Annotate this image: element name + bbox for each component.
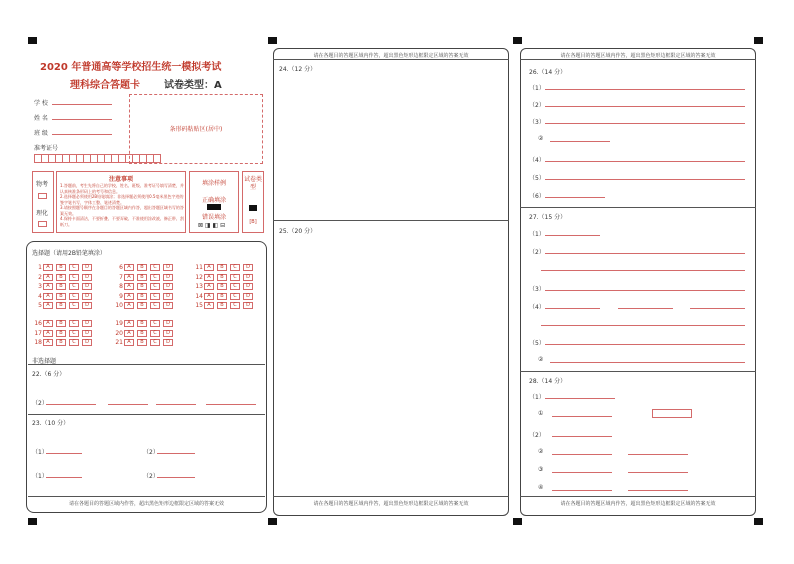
subject-physics-label: 物考 bbox=[36, 181, 49, 188]
option-bubble[interactable]: A bbox=[124, 274, 134, 281]
option-bubble[interactable]: D bbox=[243, 283, 253, 290]
option-bubble[interactable]: D bbox=[163, 293, 173, 300]
option-bubble[interactable]: B bbox=[217, 302, 227, 309]
school-field[interactable] bbox=[52, 104, 112, 105]
q27-answer-line[interactable] bbox=[550, 362, 745, 363]
q26-answer-line[interactable] bbox=[545, 179, 745, 180]
q26-part: ② bbox=[538, 135, 544, 142]
q28-part: ② bbox=[538, 448, 544, 455]
q25-title: 25.（20 分） bbox=[279, 228, 317, 235]
q28-part: ③ bbox=[538, 466, 544, 473]
option-bubble[interactable]: B bbox=[137, 330, 147, 337]
divider bbox=[273, 220, 509, 221]
warning-text: 请在各题目的答题区域内作答，超出黑色矩形边框限定区域的答案无效 bbox=[560, 53, 716, 59]
q28-answer-line[interactable] bbox=[552, 472, 612, 473]
q27-title: 27.（15 分） bbox=[529, 214, 567, 221]
option-bubble[interactable]: D bbox=[82, 283, 92, 290]
q23-title: 23.（10 分） bbox=[32, 420, 70, 427]
q27-answer-line[interactable] bbox=[545, 290, 745, 291]
question-number: 7 bbox=[119, 273, 123, 281]
notice-items: 1.答题前，考生先将自己的学校、姓名、班级、准考证号填写清楚，并认真核准条形码上的考号和信息。 2.选择题必须使用2B铅笔填涂；非选择题必须使用0.5毫米黑色字迹的签字笔书写，字体工整、笔迹清楚。 3.请按照题号顺序在各题目的答题区域内作答，超出答题区域书写的答案无效。 4.保持卡面清洁，不要折叠、不要弄破、不准使用涂改液、修正带、刮纸刀。 bbox=[60, 183, 184, 227]
option-bubble[interactable]: C bbox=[230, 274, 240, 281]
q23-answer-line[interactable] bbox=[157, 477, 195, 478]
q27-answer-line[interactable] bbox=[690, 308, 745, 309]
q22-part1-label: （2） bbox=[32, 400, 48, 407]
question-number: 21 bbox=[115, 339, 123, 346]
warning-text: 请在各题目的答题区域内作答，超出黑色矩形边框限定区域的答案无效 bbox=[313, 501, 469, 507]
option-bubble[interactable]: B bbox=[137, 274, 147, 281]
answer-panel-middle bbox=[273, 48, 509, 516]
option-bubble[interactable]: B bbox=[56, 330, 66, 337]
fill-wrong-label: 错误填涂 bbox=[201, 214, 226, 221]
q26-answer-line[interactable] bbox=[545, 89, 745, 90]
paper-kind-b[interactable]: [B] bbox=[249, 219, 257, 225]
option-bubble[interactable]: A bbox=[124, 264, 134, 271]
option-bubble[interactable]: B bbox=[217, 274, 227, 281]
q28-part: ① bbox=[538, 410, 544, 417]
choice-row bbox=[115, 283, 176, 290]
timing-mark bbox=[28, 518, 37, 525]
q23-answer-line[interactable] bbox=[46, 453, 82, 454]
q28-answer-line[interactable] bbox=[552, 454, 612, 455]
option-bubble[interactable]: D bbox=[163, 274, 173, 281]
option-bubble[interactable]: A bbox=[204, 264, 214, 271]
q22-answer-line[interactable] bbox=[206, 404, 256, 405]
option-bubble[interactable]: A bbox=[43, 264, 53, 271]
option-bubble[interactable]: C bbox=[150, 330, 160, 337]
paper-kind-a-bubble[interactable] bbox=[249, 205, 257, 211]
question-number: 10 bbox=[115, 302, 123, 309]
question-number: 17 bbox=[34, 329, 42, 337]
question-number: 11 bbox=[195, 264, 203, 271]
question-number: 1 bbox=[38, 264, 42, 271]
option-bubble[interactable]: A bbox=[124, 302, 134, 309]
option-bubble[interactable]: D bbox=[163, 264, 173, 271]
question-number: 20 bbox=[115, 329, 123, 337]
option-bubble[interactable]: A bbox=[43, 320, 53, 327]
option-bubble[interactable]: B bbox=[56, 293, 66, 300]
option-bubble[interactable]: B bbox=[137, 264, 147, 271]
q28-title: 28.（14 分） bbox=[529, 378, 567, 385]
choice-row bbox=[34, 302, 95, 309]
option-bubble[interactable]: B bbox=[137, 302, 147, 309]
option-bubble[interactable]: B bbox=[217, 264, 227, 271]
option-bubble[interactable]: A bbox=[124, 330, 134, 337]
question-number: 14 bbox=[195, 292, 203, 300]
nonchoice-title: 非选择题 bbox=[32, 358, 57, 365]
q26-answer-line[interactable] bbox=[545, 123, 745, 124]
option-bubble[interactable]: D bbox=[82, 274, 92, 281]
paper-kind-title: 试卷类型 bbox=[244, 176, 263, 191]
q22-answer-line[interactable] bbox=[156, 404, 196, 405]
q26-title: 26.（14 分） bbox=[529, 69, 567, 76]
subject-chemistry-label: 理化 bbox=[36, 210, 49, 217]
choice-row bbox=[34, 330, 95, 337]
option-bubble[interactable]: C bbox=[69, 264, 79, 271]
q28-answer-line[interactable] bbox=[552, 490, 612, 491]
q23-part4-label: （2） bbox=[143, 473, 159, 480]
q27-part: ② bbox=[538, 356, 544, 363]
q26-part: （5） bbox=[529, 175, 545, 182]
choice-row bbox=[195, 302, 256, 309]
option-bubble[interactable]: B bbox=[217, 283, 227, 290]
timing-mark bbox=[754, 518, 763, 525]
timing-mark bbox=[754, 37, 763, 44]
option-bubble[interactable]: B bbox=[56, 339, 66, 346]
option-bubble[interactable]: B bbox=[137, 320, 147, 327]
answer-panel-right bbox=[520, 48, 756, 516]
option-bubble[interactable]: B bbox=[56, 274, 66, 281]
q26-answer-line[interactable] bbox=[550, 141, 610, 142]
choice-row bbox=[34, 283, 95, 290]
option-bubble[interactable]: D bbox=[163, 320, 173, 327]
choice-row bbox=[34, 274, 95, 281]
question-number: 5 bbox=[38, 302, 42, 309]
option-bubble[interactable]: D bbox=[243, 293, 253, 300]
q28-answer-line[interactable] bbox=[628, 472, 688, 473]
choice-row bbox=[115, 302, 176, 309]
option-bubble[interactable]: A bbox=[124, 293, 134, 300]
q28-answer-line[interactable] bbox=[552, 416, 612, 417]
choice-row bbox=[115, 264, 176, 271]
name-field[interactable] bbox=[52, 119, 112, 120]
choice-row bbox=[34, 339, 95, 346]
q27-part: （5） bbox=[529, 340, 545, 347]
option-bubble[interactable]: C bbox=[69, 320, 79, 327]
choice-row bbox=[115, 320, 176, 327]
divider bbox=[28, 364, 265, 365]
choice-title: 选择题（请用2B铅笔填涂） bbox=[32, 250, 106, 257]
option-bubble[interactable]: B bbox=[56, 302, 66, 309]
option-bubble[interactable]: D bbox=[163, 283, 173, 290]
choice-row bbox=[34, 293, 95, 300]
option-bubble[interactable]: C bbox=[150, 339, 160, 346]
option-bubble[interactable]: D bbox=[163, 339, 173, 346]
option-bubble[interactable]: B bbox=[137, 339, 147, 346]
warning-text: 请在各题目的答题区域内作答，超出黑色矩形边框限定区域的答案无效 bbox=[560, 501, 716, 507]
choice-row bbox=[195, 264, 256, 271]
question-number: 9 bbox=[119, 292, 123, 300]
q23-part3-label: （1） bbox=[32, 473, 48, 480]
question-number: 12 bbox=[195, 273, 203, 281]
q24-title: 24.（12 分） bbox=[279, 66, 317, 73]
q22-title: 22.（6 分） bbox=[32, 371, 66, 378]
card-subtitle: 理科综合答题卡 bbox=[70, 80, 140, 91]
timing-mark bbox=[513, 518, 522, 525]
q27-part: （1） bbox=[529, 231, 545, 238]
fill-sample-title: 填涂样例 bbox=[201, 180, 226, 187]
q26-part: （1） bbox=[529, 85, 545, 92]
question-number: 13 bbox=[195, 283, 203, 290]
q28-part: ④ bbox=[538, 484, 544, 491]
option-bubble[interactable]: C bbox=[230, 293, 240, 300]
q23-part1-label: （1） bbox=[32, 449, 48, 456]
q22-answer-line[interactable] bbox=[108, 404, 148, 405]
divider bbox=[28, 414, 265, 415]
option-bubble[interactable]: D bbox=[243, 274, 253, 281]
option-bubble[interactable]: D bbox=[82, 293, 92, 300]
option-bubble[interactable]: A bbox=[43, 339, 53, 346]
notice-title: 注意事项 bbox=[108, 176, 133, 183]
paper-type-label: 试卷类型：A bbox=[164, 80, 222, 91]
option-bubble[interactable]: A bbox=[204, 283, 214, 290]
q23-answer-line[interactable] bbox=[46, 477, 82, 478]
q27-answer-line[interactable] bbox=[545, 308, 600, 309]
question-number: 19 bbox=[115, 320, 123, 327]
option-bubble[interactable]: A bbox=[204, 293, 214, 300]
q27-answer-line[interactable] bbox=[545, 344, 745, 345]
choice-row bbox=[115, 274, 176, 281]
barcode-label: 条形码粘贴区(居中) bbox=[169, 126, 223, 133]
choice-row bbox=[115, 293, 176, 300]
q26-answer-line[interactable] bbox=[545, 106, 745, 107]
choice-row bbox=[115, 330, 176, 337]
option-bubble[interactable]: A bbox=[43, 274, 53, 281]
option-bubble[interactable]: C bbox=[230, 283, 240, 290]
subject-physics-bubble[interactable] bbox=[38, 193, 47, 199]
divider bbox=[520, 371, 756, 372]
choice-row bbox=[115, 339, 176, 346]
option-bubble[interactable]: C bbox=[150, 264, 160, 271]
warning-text: 请在各题目的答题区域内作答，超出黑色矩形边框限定区域的答案无效 bbox=[68, 501, 224, 507]
subject-chemistry-bubble[interactable] bbox=[38, 221, 47, 227]
option-bubble[interactable]: A bbox=[43, 293, 53, 300]
timing-mark bbox=[513, 37, 522, 44]
q27-answer-line[interactable] bbox=[545, 253, 745, 254]
warning-text: 请在各题目的答题区域内作答，超出黑色矩形边框限定区域的答案无效 bbox=[313, 53, 469, 59]
divider bbox=[520, 207, 756, 208]
option-bubble[interactable]: C bbox=[69, 330, 79, 337]
option-bubble[interactable]: A bbox=[204, 302, 214, 309]
option-bubble[interactable]: C bbox=[150, 302, 160, 309]
option-bubble[interactable]: A bbox=[43, 330, 53, 337]
page-title: 2020 年普通高等学校招生统一模拟考试 bbox=[40, 62, 222, 73]
choice-row bbox=[195, 293, 256, 300]
exam-no-label: 准考证号 bbox=[34, 145, 59, 152]
option-bubble[interactable]: C bbox=[69, 283, 79, 290]
question-number: 16 bbox=[34, 320, 42, 327]
q27-answer-line[interactable] bbox=[545, 235, 600, 236]
divider bbox=[273, 59, 509, 60]
timing-mark bbox=[268, 518, 277, 525]
q28-answer-line[interactable] bbox=[552, 436, 612, 437]
option-bubble[interactable]: D bbox=[163, 302, 173, 309]
option-bubble[interactable]: C bbox=[230, 264, 240, 271]
choice-row bbox=[195, 274, 256, 281]
option-bubble[interactable]: A bbox=[204, 274, 214, 281]
question-number: 8 bbox=[119, 283, 123, 290]
q27-part: （2） bbox=[529, 249, 545, 256]
class-field[interactable] bbox=[52, 134, 112, 135]
option-bubble[interactable]: A bbox=[124, 339, 134, 346]
divider bbox=[28, 496, 265, 497]
option-bubble[interactable]: C bbox=[69, 302, 79, 309]
divider bbox=[273, 496, 509, 497]
option-bubble[interactable]: D bbox=[82, 302, 92, 309]
divider bbox=[520, 496, 756, 497]
question-number: 2 bbox=[38, 273, 42, 281]
question-number: 15 bbox=[195, 302, 203, 309]
q27-answer-line[interactable] bbox=[541, 270, 745, 271]
choice-row bbox=[195, 283, 256, 290]
option-bubble[interactable]: D bbox=[163, 330, 173, 337]
q23-answer-line[interactable] bbox=[157, 453, 195, 454]
option-bubble[interactable]: A bbox=[124, 320, 134, 327]
question-number: 18 bbox=[34, 339, 42, 346]
question-number: 6 bbox=[119, 264, 123, 271]
fill-wrong-sample: ⊠ ◨ ◧ ⊟ bbox=[198, 222, 226, 229]
q26-part: （2） bbox=[529, 102, 545, 109]
option-bubble[interactable]: A bbox=[43, 302, 53, 309]
q28-part: （1） bbox=[529, 394, 545, 401]
timing-mark bbox=[268, 37, 277, 44]
option-bubble[interactable]: A bbox=[43, 283, 53, 290]
option-bubble[interactable]: C bbox=[150, 293, 160, 300]
divider bbox=[520, 59, 756, 60]
option-bubble[interactable]: D bbox=[82, 264, 92, 271]
school-label: 学 校 bbox=[34, 100, 48, 107]
class-label: 班 级 bbox=[34, 130, 48, 137]
option-bubble[interactable]: C bbox=[69, 293, 79, 300]
q26-answer-line[interactable] bbox=[545, 197, 605, 198]
q28-answer-line[interactable] bbox=[628, 490, 688, 491]
option-bubble[interactable]: D bbox=[243, 264, 253, 271]
q22-answer-line[interactable] bbox=[46, 404, 96, 405]
q28-answer-box[interactable] bbox=[652, 409, 692, 418]
option-bubble[interactable]: B bbox=[56, 264, 66, 271]
timing-mark bbox=[28, 37, 37, 44]
q27-part: （3） bbox=[529, 286, 545, 293]
option-bubble[interactable]: B bbox=[137, 293, 147, 300]
option-bubble[interactable]: C bbox=[69, 339, 79, 346]
option-bubble[interactable]: D bbox=[82, 320, 92, 327]
option-bubble[interactable]: D bbox=[82, 330, 92, 337]
option-bubble[interactable]: C bbox=[230, 302, 240, 309]
q26-answer-line[interactable] bbox=[545, 161, 745, 162]
option-bubble[interactable]: C bbox=[150, 283, 160, 290]
option-bubble[interactable]: D bbox=[243, 302, 253, 309]
name-label: 姓 名 bbox=[34, 115, 48, 122]
option-bubble[interactable]: C bbox=[150, 274, 160, 281]
option-bubble[interactable]: C bbox=[69, 274, 79, 281]
q27-part: （4） bbox=[529, 304, 545, 311]
q28-answer-line[interactable] bbox=[545, 398, 615, 399]
option-bubble[interactable]: D bbox=[82, 339, 92, 346]
q26-part: （3） bbox=[529, 119, 545, 126]
q28-part: （2） bbox=[529, 432, 545, 439]
q27-answer-line[interactable] bbox=[541, 325, 745, 326]
choice-row bbox=[34, 264, 95, 271]
q26-part: （4） bbox=[529, 157, 545, 164]
option-bubble[interactable]: A bbox=[124, 283, 134, 290]
fill-correct-sample bbox=[207, 204, 221, 210]
option-bubble[interactable]: B bbox=[56, 320, 66, 327]
fill-correct-label: 正确填涂 bbox=[201, 197, 226, 204]
q26-part: （6） bbox=[529, 193, 545, 200]
q28-answer-line[interactable] bbox=[628, 454, 688, 455]
option-bubble[interactable]: B bbox=[137, 283, 147, 290]
q23-part2-label: （2） bbox=[143, 449, 159, 456]
option-bubble[interactable]: C bbox=[150, 320, 160, 327]
option-bubble[interactable]: B bbox=[56, 283, 66, 290]
choice-row bbox=[34, 320, 95, 327]
question-number: 4 bbox=[38, 292, 42, 300]
q27-answer-line[interactable] bbox=[618, 308, 673, 309]
question-number: 3 bbox=[38, 283, 42, 290]
option-bubble[interactable]: B bbox=[217, 293, 227, 300]
